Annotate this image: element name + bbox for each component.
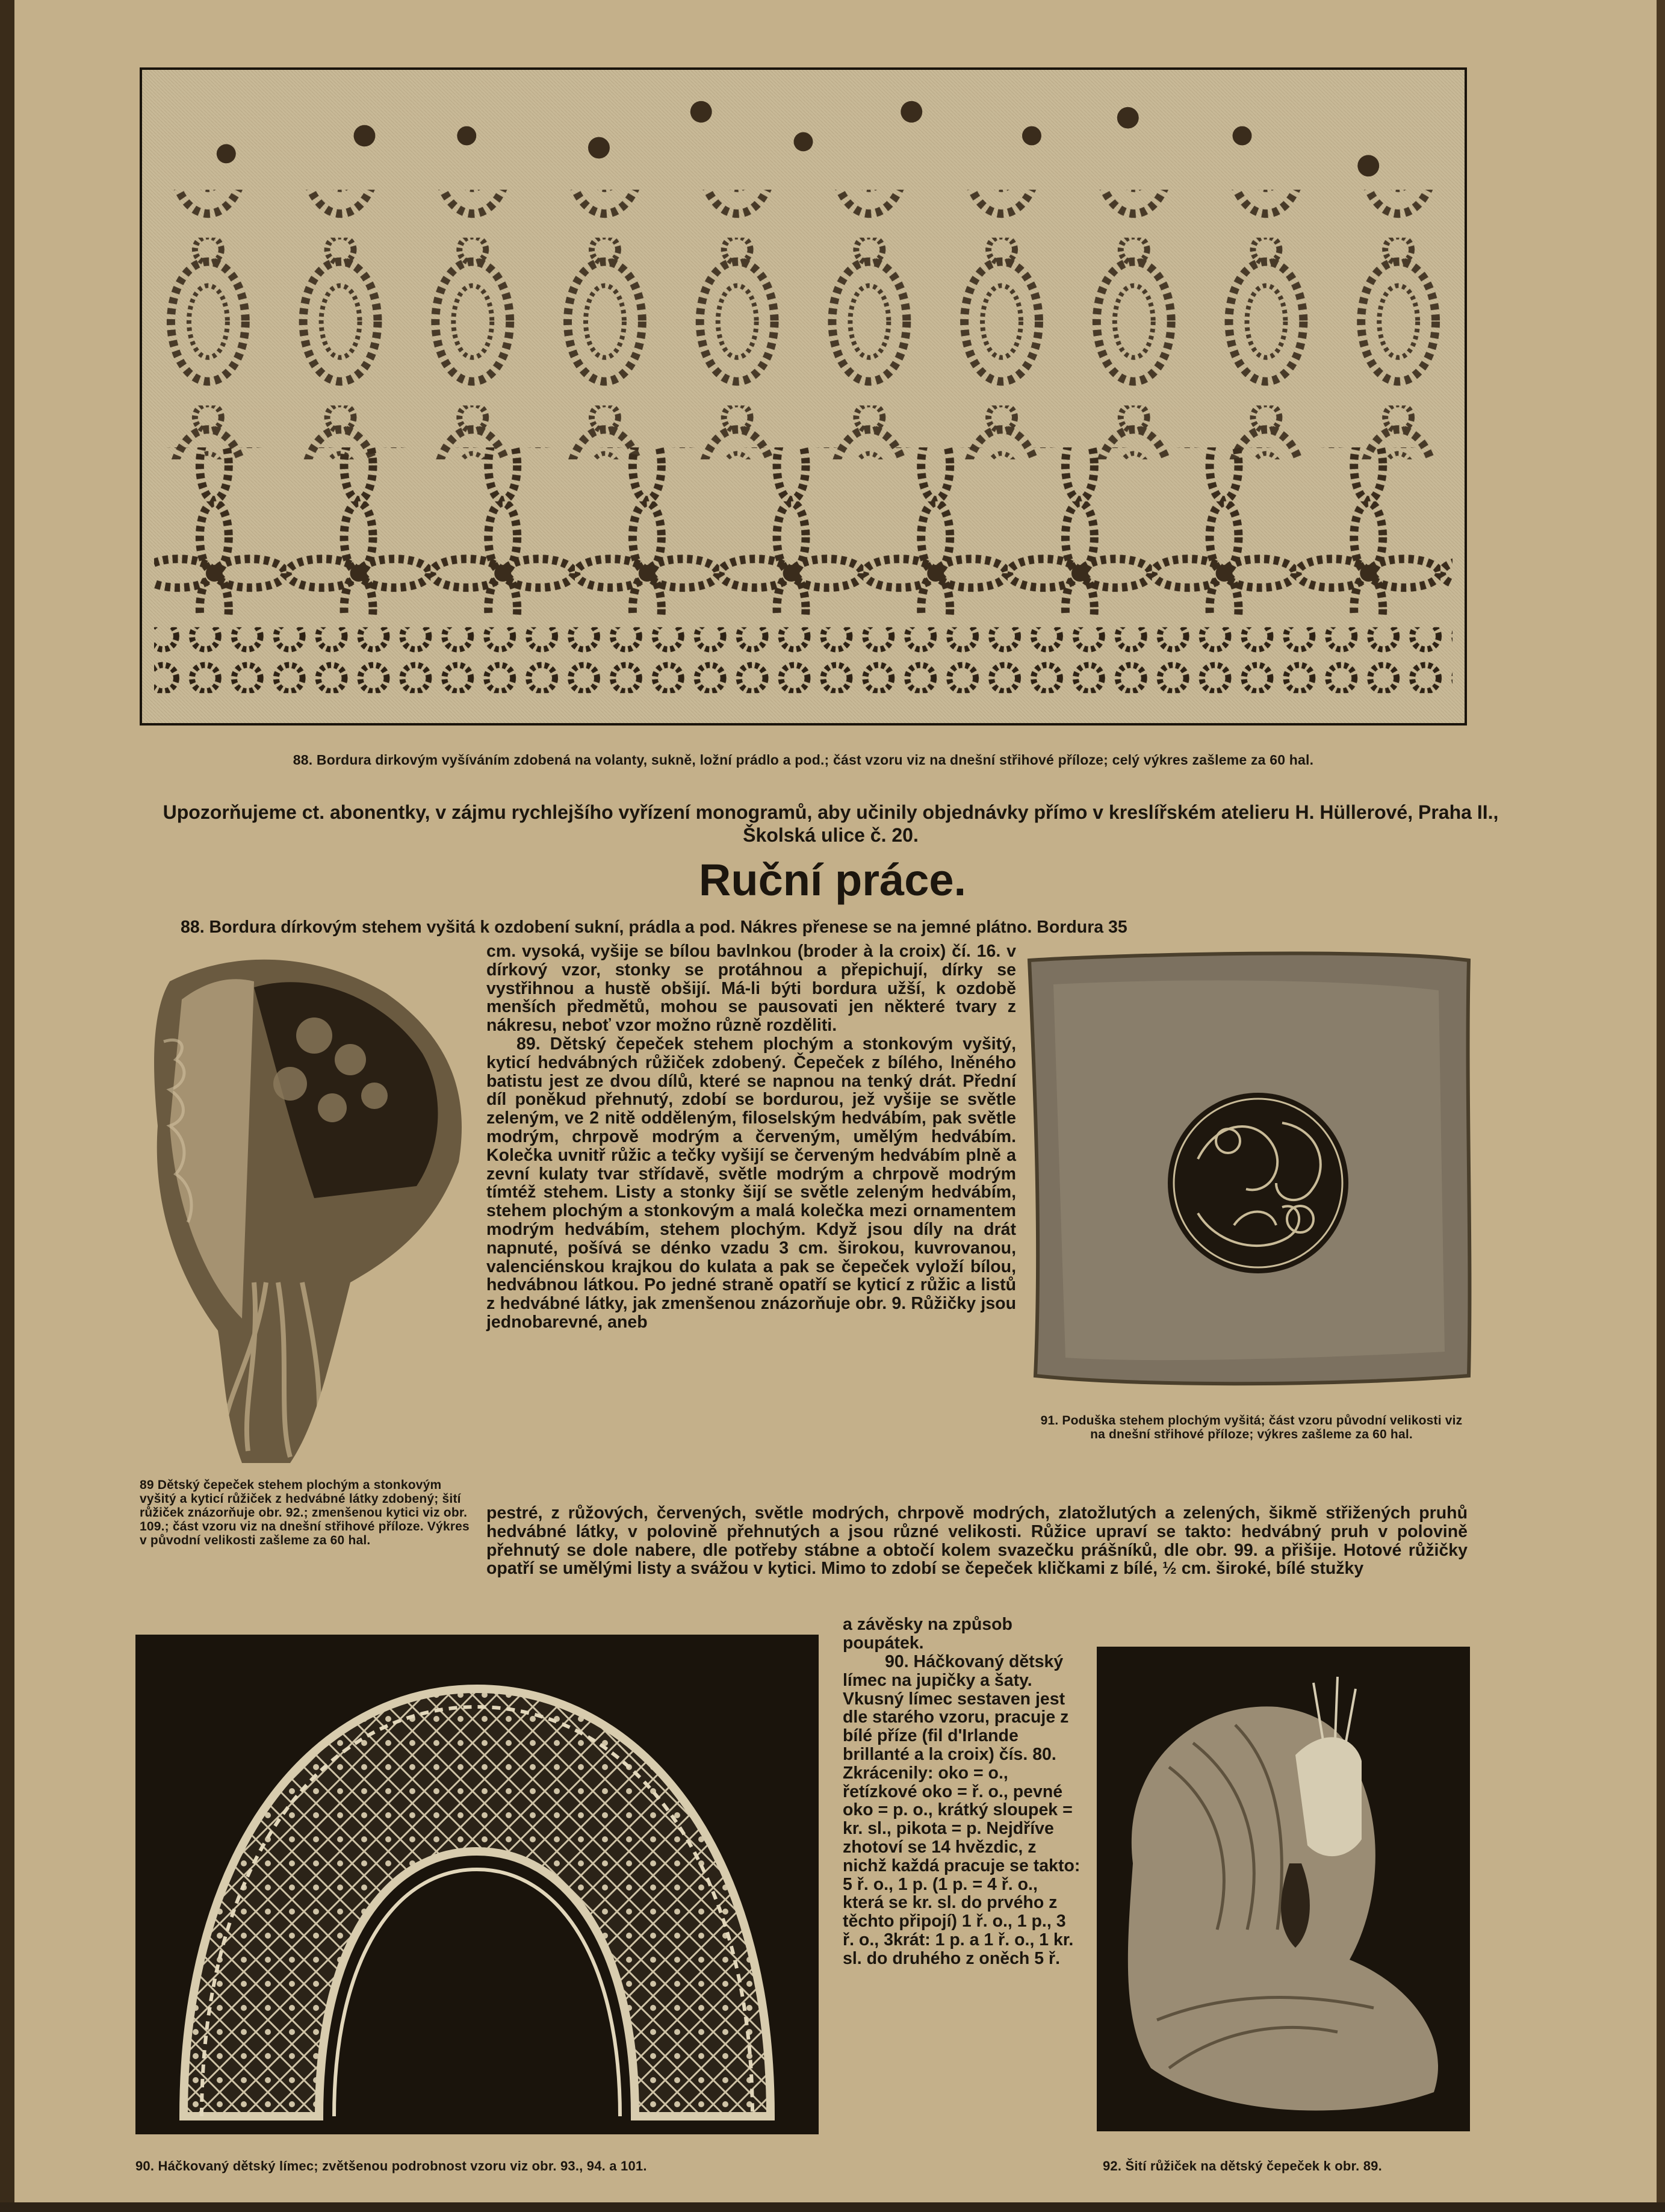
paragraph-89-end: a závěsky na způsob poupátek. bbox=[843, 1615, 1012, 1653]
page-edge-left bbox=[0, 0, 14, 2212]
notice-monograms: Upozorňujeme ct. abonentky, v zájmu rychlejšího vyřízení monogramů, aby učinily objednávky přímo v kreslířském atelieru H. Hüllerové, Praha II., Školská ulice č. 20. bbox=[163, 801, 1499, 846]
figure-90-crochet-collar bbox=[135, 1635, 819, 2134]
figure-88-border-embroidery bbox=[140, 67, 1467, 725]
paragraph-89: 89. Dětský čepeček stehem plochým a stonkovým vyšitý, kyticí hedvábných růžiček zdobený. Čepeček z bílého, lněného batistu jest ze dvou dílů, které se napnou na tenký drát. Přední díl poněkud přehnutý, zdobí se bordurou, jež vyšije se světle zeleným, ve 2 nitě odděleným, filoselským hedvábím, pak světle modrým, chrpově modrým a červeným, umělým hedvábím. Kolečka uvnitř růžic a tečky vyšijí se červeným hedvábím plně a zevní kulaty tvar střídavě, světle modrým a chrpově modrým tímtéž stehem. Listy a stonky šijí se světle zeleným hedvábím, stehem plochým a stonkovým a malá kolečka mezi ornamentem modrým hedvábím, stehem plochým. Když jsou díly na drát napnuté, pošívá se dénko vzadu 3 cm. širokou, kuvrovanou, valenciénskou krajkou do kulata a pak se čepeček vyloží bílou, hedvábnou látkou. Po jedné straně opatří se kyticí z růžic a listů z hedvábné látky, jak zmenšenou znázorňuje obr. 9. Růžičky jsou jednobarevné, aneb bbox=[486, 1034, 1016, 1332]
body-column-center bbox=[486, 942, 1016, 1332]
paragraph-90: 90. Háčkovaný dětský límec na jupičky a šaty. Vkusný límec sestaven jest dle starého vzoru, pracuje z bílé příze (fil d'Irlande brillanté a la croix) čís. 80. Zkrácenily: oko = o., řetízkové oko = ř. o., pevné oko = p. o., krátký sloupek = kr. sl., pikota = p. Nejdříve zhotoví se 14 hvězdic, z nichž každá pracuje se takto: 5 ř. o., 1 p. (1 p. = 4 ř. o., která se kr. sl. do prvého z těchto připojí) 1 ř. o., 1 p., 3 ř. o., 3krát: 1 p. a 1 ř. o., 1 kr. sl. do druhého z oněch 5 ř. bbox=[843, 1652, 1081, 1968]
page-edge-bottom bbox=[0, 2202, 1665, 2212]
figure-89-baby-bonnet bbox=[134, 945, 477, 1469]
paragraph-88-lead: 88. Bordura dírkovým stehem vyšitá k ozdobení sukní, prádla a pod. Nákres přenese se na jemné plátno. Bordura 35 bbox=[181, 918, 1127, 937]
figure-91-cushion bbox=[1017, 942, 1481, 1406]
figure-91-caption: 91. Poduška stehem plochým vyšitá; část vzoru původní velikosti viz na dnešní střihové příloze; výkres zašleme za 60 hal. bbox=[1040, 1414, 1463, 1441]
figure-90-caption: 90. Háčkovaný dětský límec; zvětšenou podrobnost vzoru viz obr. 93., 94. a 101. bbox=[135, 2158, 647, 2173]
section-heading: Ruční práce. bbox=[698, 855, 967, 905]
figure-89-caption: 89 Dětský čepeček stehem plochým a stonkovým vyšitý a kyticí růžiček z hedvábné látky zdobený; šití růžiček znázorňuje obr. 92.; zmenšenou kytici viz obr. 109.; část vzoru viz na dnešní střihové příloze. Výkres v původní velikosti zašleme za 60 hal. bbox=[140, 1478, 470, 1547]
figure-88-caption: 88. Bordura dirkovým vyšíváním zdobená na volanty, sukně, ložní prádlo a pod.; část vzoru viz na dnešní střihové příloze; celý výkres zašleme za 60 hal. bbox=[293, 752, 1314, 768]
paragraph-88-rest: cm. vysoká, vyšije se bílou bavlnkou (broder à la croix) čí. 16. v dírkový vzor, stonky se protáhnou a přepichují, dírky se vystřihnou a hustě obšijí. Má-li býti bordura užší, k ozdobě menších předmětů, mohou se pausovati jen některé tvary z nákresu, neboť vzor možno různě rozděliti. bbox=[486, 942, 1016, 1036]
figure-92-caption: 92. Šití růžiček na dětský čepeček k obr. 89. bbox=[1103, 2158, 1382, 2173]
figure-92-roses bbox=[1097, 1647, 1470, 2131]
page-edge-right bbox=[1657, 0, 1665, 2212]
paragraph-89-wide: pestré, z růžových, červených, světle modrých, chrpově modrých, zlatožlutých a zelených, šikmě střižených pruhů hedvábné látky, v polovině přehnutých a jsou různé velikosti. Růžice upraví se takto: hedvábný pruh v polovině přehnutý se dole nabere, dle potřeby stábne a obtočí kolem svazečku prášníků, dle obr. 99. a přišije. Hotové růžičky opatří se umělými listy a svážou v kytici. Mimo to zdobí se čepeček kličkami z bílé, ½ cm. široké, bílé stužky bbox=[486, 1503, 1468, 1579]
